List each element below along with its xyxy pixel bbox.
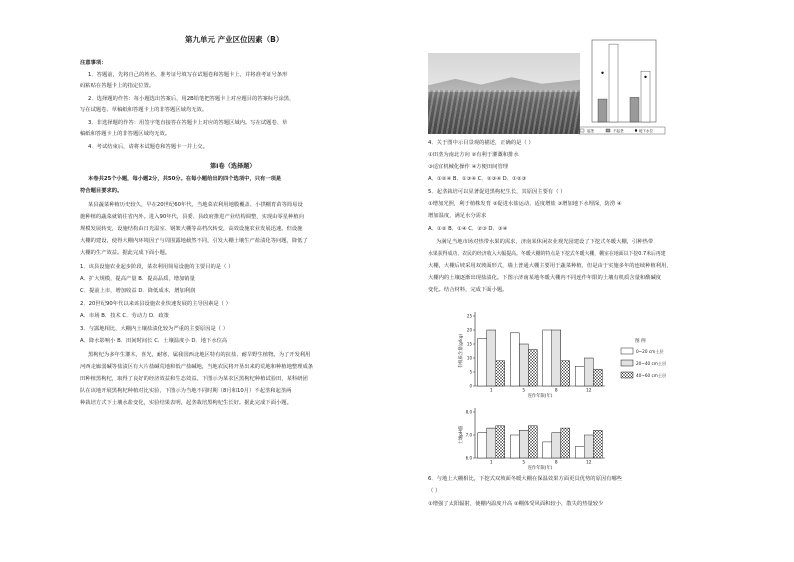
question-4: 4．关于图中示目景观的描述，正确的是（ ） <box>428 140 534 146</box>
bar <box>561 428 570 458</box>
notice-line: 码粘贴在答题卡上的指定位置。 <box>80 83 155 89</box>
passage-line: 变化。结合材料，完成下面小题。 <box>428 287 508 293</box>
bar <box>575 366 584 386</box>
y-tick-label: 25 <box>466 313 472 319</box>
legend-label: 40~60 cm土层 <box>636 373 667 378</box>
legend-swatch <box>621 360 633 366</box>
bar <box>561 361 570 386</box>
passage-line: 大棚的建设，使得大棚内环境因子与周围露地截然不同，引发大棚土壤生产盐渍化等问题，降低了 <box>80 238 308 244</box>
bar <box>593 369 602 386</box>
bar <box>630 97 639 122</box>
passage-line: 规模发展转变，设施结构由日光温室、钢架大棚等高档次转变，高效设施农业发展迅速。但设施 <box>80 226 303 232</box>
x-tick-label: 5 <box>522 388 526 394</box>
question-3: 3．与露地相比，大棚内土壤盐渍化较为严重的主要原因是（ ） <box>80 326 229 332</box>
passage-line: 种栽培方式下土壤水盐变化，实验结果表明，起垄栽培黑枸杞生长好。据此完成下面小题。 <box>80 400 292 406</box>
bar <box>584 358 593 386</box>
bar <box>528 350 537 386</box>
x-tick-label: 8 <box>554 388 558 394</box>
instruction-line: 符合题目要求的。 <box>80 188 123 194</box>
notice-heading: 注意事项： <box>80 60 107 66</box>
x-tick-label: 1 <box>489 460 493 466</box>
question-4-options: ①田垄为南北方向 ②有利于灌溉和排水 <box>428 152 519 158</box>
x-axis-label: 连作年限(年) <box>527 466 553 470</box>
bar <box>478 433 487 458</box>
x-axis-label: 连作年限(年) <box>527 394 553 399</box>
notice-line: 2．选择题的作答：每小题选出答案后，用2B铅笔把答题卡上对应题目的答案标号涂黑， <box>88 96 295 102</box>
legend-label: 起垄 <box>587 129 594 133</box>
passage-line: 河西走廊弱碱等盐渍区有大片盐碱荒地和低产盐碱地，当地农民将开垦出来的荒地和种植地整理成条 <box>80 364 314 370</box>
legend-label: 20~40 cm土层 <box>636 361 667 366</box>
x-tick-label: 12 <box>586 460 592 466</box>
x-tick-label: 1 <box>489 388 493 394</box>
question-2-options: A．市场 B．技术 C．劳动力 D．政策 <box>80 313 169 319</box>
legend-swatch <box>635 129 637 131</box>
field-photo <box>428 53 580 134</box>
question-6: 6．与地上大棚相比，下挖式双坡面冬暖大棚在保温效果方面更具优势的原因有哪些 <box>428 476 623 482</box>
question-1: 1．该县设施农业起步阶段，菜农利用简易设施的主要目的是（ ） <box>80 264 234 270</box>
notice-line: 3．非选择题的作答：用签字笔直接答在答题卡上对应的答题区域内。写在试题卷、草 <box>88 120 288 126</box>
passage-line: 水果获得成功，农民的经济收入大幅提高。冬暖大棚的特点是下挖式冬暖大棚，棚室在地面以下挖0.7米后再建 <box>428 251 666 257</box>
legend-swatch <box>606 129 610 132</box>
water-salt-chart <box>578 30 668 140</box>
x-tick-label: 5 <box>522 460 526 466</box>
question-4-answers: A．①②④ B．①③④ C．②③④ D．①②③ <box>428 176 527 182</box>
question-2: 2．20世纪90年代以来该县设施农业快速发展的主导因素是（ ） <box>80 301 231 307</box>
question-5: 5．起垄栽培可以显著促进黑枸杞生长，其原因主要有（ ） <box>428 189 566 195</box>
x-tick-label: 12 <box>586 388 592 394</box>
left-column <box>80 0 400 562</box>
bar <box>543 442 552 458</box>
passage-line: 黑枸杞为多年生灌木，喜光，耐寒，属我国西北地区特有的抗盐、耐旱野生植物。为了开发利用 <box>88 352 311 358</box>
legend-swatch <box>621 348 633 354</box>
bar <box>528 426 537 458</box>
notice-line: 稿纸和答题卡上的非答题区域均无效。 <box>80 131 171 137</box>
organic-matter-chart <box>453 300 703 400</box>
y-tick-label: 8.0 <box>465 409 472 415</box>
soil-ph-chart <box>453 400 703 470</box>
legend-label: 地下水位 <box>639 129 653 133</box>
bar <box>510 435 519 458</box>
bar <box>496 361 505 386</box>
instruction-line: 本卷共25个小题，每小题2分，共50分。在每小题给出的四个选项中，只有一项是 <box>88 176 282 182</box>
bar <box>552 433 561 458</box>
page-title: 第九单元 产业区位因素（B） <box>185 35 284 44</box>
passage-line: 施种植的蔬菜就销往省内外。进入90年代，县委、县政府推进产业结构调整，实现由零星种植向 <box>80 214 304 220</box>
bar <box>641 71 650 122</box>
y-tick-label: 10 <box>466 355 472 361</box>
question-5-options: ①增加光照，利于植株发育 ②促进水盐运动，适度增盐 ③增加地下水埋深，防涝 ④ <box>428 201 622 207</box>
bar <box>510 333 519 386</box>
y-axis-label: 有机质含量(g/kg) <box>459 333 464 369</box>
legend-label: 不起垄 <box>613 129 624 133</box>
bar <box>575 447 584 459</box>
bar <box>543 330 552 386</box>
passage-line: 田种植黑枸杞，取得了良好的经济效益和生态效益。下图示为某农区黑枸杞种植试验田，某科研团 <box>80 376 308 382</box>
question-3-options: A．降水影响小 B．田间时间长 C．土壤温度小 D．地下水位高 <box>80 338 228 344</box>
bar <box>519 344 528 386</box>
y-tick-label: 5 <box>469 369 472 375</box>
bar <box>609 44 618 122</box>
bar <box>593 430 602 458</box>
passage-line: 为满足当地市场对热带水果的需求，济南某休闲农业观光园建设了下挖式冬暖大棚，引种热带 <box>436 239 654 245</box>
y-tick-label: 15 <box>466 341 472 347</box>
y-tick-label: 7.0 <box>465 432 472 438</box>
passage-line: 大棚，大棚后坡采用双坡面形式，墙上普通大棚主要用于蔬菜种植，但是由于实施多年的连续种植利用， <box>428 263 672 269</box>
passage-line: 大棚的生产效益。据此完成下面小题。 <box>80 250 171 256</box>
groundwater-point <box>644 76 646 78</box>
notice-line: 4．考试结束后，请将本试题卷和答题卡一并上交。 <box>88 144 208 150</box>
y-tick-label: 0 <box>469 383 472 389</box>
bar <box>487 330 496 386</box>
section-heading: 第Ⅰ卷（选择题） <box>210 163 256 170</box>
groundwater-point <box>601 72 603 74</box>
question-5-answers: A．①② B．①④ C．②③ D．③④ <box>428 226 508 232</box>
x-tick-label: 8 <box>554 460 558 466</box>
bar <box>552 330 561 386</box>
bar <box>519 430 528 458</box>
right-column <box>428 0 768 562</box>
passage-line: 某县蔬菜种植历史较久，早在20世纪60年代，当地菜农利用地膜覆盖、小拱棚育苗等简易设 <box>88 202 303 208</box>
y-tick-label: 20 <box>466 327 472 333</box>
bar <box>598 99 607 122</box>
bar <box>478 338 487 386</box>
notice-line: 写在试题卷、草稿纸和答题卡上的非答题区域均无效。 <box>80 107 208 113</box>
passage-line: 大棚内的土壤逐渐出现盐渍化。下图示济南某地冬暖大棚内不同连作年限的土壤有机质含量和酸碱度 <box>428 275 662 281</box>
passage-line: 队在该地开展黑枸杞种植对比实验，下图示为当地不同时期（8月和10月）不起垄和起垄两 <box>80 388 292 394</box>
question-1-options: C．提前上市，增加收益 D．降低成本，增加利润 <box>80 288 196 294</box>
legend-title: 图 例 <box>635 339 646 344</box>
legend-swatch <box>580 129 584 132</box>
question-1-options: A．扩大规模，提高产量 B．提高品质，增加销量 <box>80 276 195 282</box>
bar <box>487 428 496 458</box>
bar <box>496 426 505 458</box>
question-4-options: ③适宜机械化操作 ④方便田间管理 <box>428 164 509 170</box>
question-6-bracket: （ ） <box>428 488 441 494</box>
legend-swatch <box>621 372 633 378</box>
legend-label: 0~20 cm土层 <box>636 349 664 354</box>
bar <box>584 435 593 458</box>
question-5-options: 增加温度，满足水分需求 <box>428 213 487 219</box>
y-tick-label: 6.0 <box>465 455 472 461</box>
question-6-options: ①增强了太阳辐射，使棚内温度升高 ②棚体受风面积较小，散失的热量较少 <box>428 501 604 507</box>
notice-line: 1．答题前，先将自己的姓名、准考证号填写在试题卷和答题卡上，并将准考证号条形 <box>88 72 288 78</box>
y-axis-label: 土壤pH值 <box>459 425 464 445</box>
